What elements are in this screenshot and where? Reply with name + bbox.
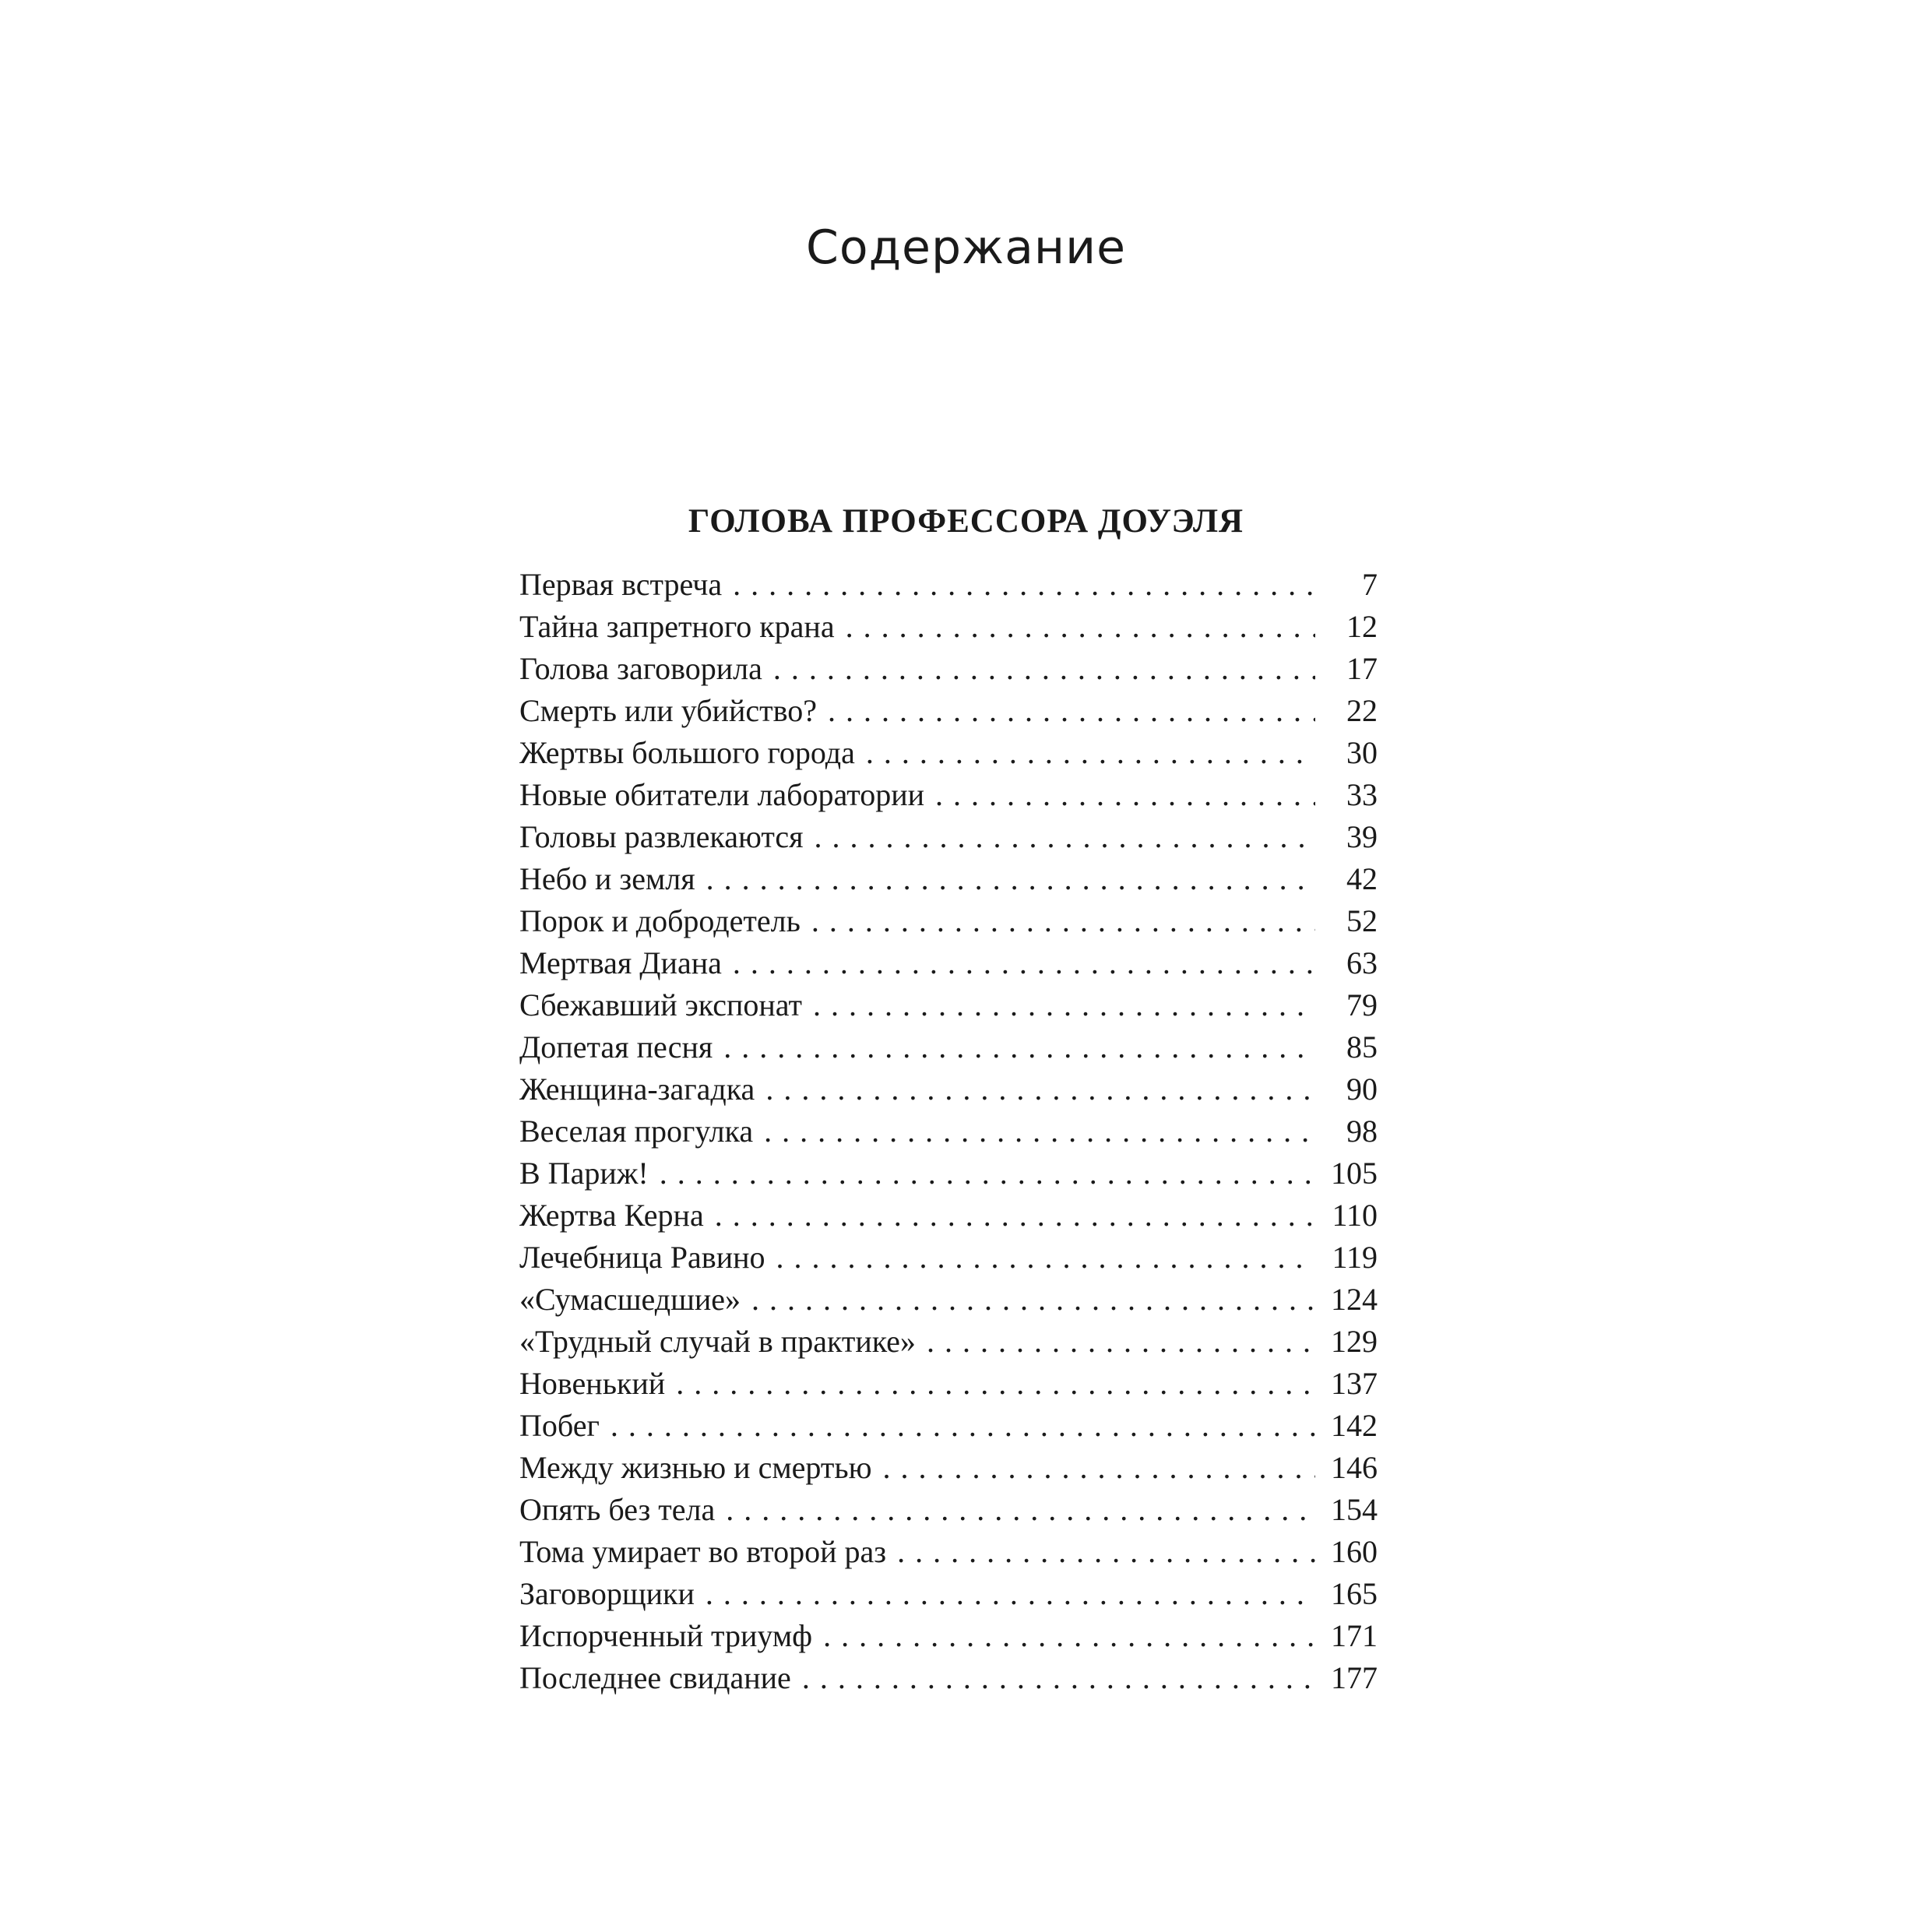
toc-entry[interactable] (519, 564, 1378, 606)
toc-entry[interactable] (519, 858, 1378, 900)
toc-entry[interactable] (519, 1279, 1378, 1321)
dot-leader (813, 984, 1315, 1026)
toc-entry-title: Жертвы большого города (519, 735, 855, 770)
toc-entry[interactable] (519, 1489, 1378, 1531)
dot-leader (715, 1195, 1315, 1237)
toc-entry-page-number: 160 (1331, 1534, 1378, 1569)
toc-entry-page-number: 124 (1331, 1282, 1378, 1317)
toc-entry-page-number: 39 (1346, 819, 1378, 854)
toc-entry-title: Сбежавший экспонат (519, 987, 803, 1022)
toc-entry-title: Заговорщики (519, 1576, 695, 1611)
toc-entry-page-number: 98 (1346, 1114, 1378, 1149)
dot-leader (897, 1531, 1315, 1573)
toc-entry-page-number: 119 (1332, 1240, 1378, 1275)
dot-leader (676, 1363, 1315, 1405)
toc-entry-title: «Трудный случай в практике» (519, 1324, 916, 1359)
dot-leader (773, 648, 1315, 690)
page-title: Содержание (805, 220, 1127, 275)
toc-entry[interactable] (519, 1321, 1378, 1363)
toc-entry-page-number: 85 (1346, 1029, 1378, 1065)
toc-entry-title: Смерть или убийство? (519, 693, 817, 728)
toc-entry[interactable] (519, 1195, 1378, 1237)
toc-entry-title: Веселая прогулка (519, 1114, 754, 1149)
toc-entry[interactable] (519, 1026, 1378, 1068)
toc-entry-page-number: 165 (1331, 1576, 1378, 1611)
toc-entry-page-number: 79 (1346, 987, 1378, 1022)
toc-entry[interactable] (519, 1615, 1378, 1657)
toc-entry-page-number: 177 (1331, 1660, 1378, 1695)
toc-entry[interactable] (519, 648, 1378, 690)
dot-leader (815, 816, 1316, 858)
dot-leader (751, 1279, 1315, 1321)
dot-leader (726, 1489, 1315, 1531)
toc-entry-title: Последнее свидание (519, 1660, 791, 1695)
toc-entry-title: Опять без тела (519, 1492, 716, 1527)
dot-leader (706, 1573, 1315, 1615)
dot-leader (733, 942, 1315, 984)
toc-entry-page-number: 63 (1346, 945, 1378, 980)
dot-leader (823, 1615, 1315, 1657)
toc-entry-title: Новенький (519, 1366, 666, 1401)
toc-entry-page-number: 146 (1331, 1450, 1378, 1485)
toc-entry-page-number: 129 (1331, 1324, 1378, 1359)
toc-entry-title: Между жизнью и смертью (519, 1450, 872, 1485)
toc-entry[interactable] (519, 1363, 1378, 1405)
toc-entry[interactable] (519, 774, 1378, 816)
toc-entry-title: Жертва Керна (519, 1198, 704, 1233)
toc-entry[interactable] (519, 1657, 1378, 1699)
toc-entry-title: Головы развлекаются (519, 819, 804, 854)
toc-entry-page-number: 110 (1332, 1198, 1378, 1233)
toc-entry[interactable] (519, 732, 1378, 774)
toc-entry-title: Женщина-загадка (519, 1072, 755, 1107)
toc-entry-title: Тома умирает во второй раз (519, 1534, 887, 1569)
toc-entry[interactable] (519, 1153, 1378, 1195)
toc-entry[interactable] (519, 1531, 1378, 1573)
toc-entry-page-number: 154 (1331, 1492, 1378, 1527)
section-heading: ГОЛОВА ПРОФЕССОРА ДОУЭЛЯ (688, 503, 1244, 540)
dot-leader (706, 858, 1315, 900)
toc-entry-title: Небо и земля (519, 861, 695, 896)
toc-entry[interactable] (519, 1447, 1378, 1489)
dot-leader (611, 1405, 1315, 1447)
toc-entry-title: «Сумасшедшие» (519, 1282, 741, 1317)
toc-entry[interactable] (519, 1573, 1378, 1615)
dot-leader (802, 1657, 1315, 1699)
table-of-contents (519, 564, 1378, 1699)
toc-entry[interactable] (519, 1068, 1378, 1110)
toc-entry-page-number: 52 (1346, 903, 1378, 938)
toc-entry[interactable] (519, 690, 1378, 732)
toc-entry-page-number: 22 (1346, 693, 1378, 728)
toc-entry[interactable] (519, 816, 1378, 858)
dot-leader (776, 1237, 1315, 1279)
dot-leader (927, 1321, 1315, 1363)
toc-entry[interactable] (519, 1237, 1378, 1279)
toc-entry-page-number: 12 (1346, 609, 1378, 644)
toc-entry-title: В Париж! (519, 1156, 649, 1191)
dot-leader (811, 900, 1315, 942)
toc-entry[interactable] (519, 942, 1378, 984)
dot-leader (935, 774, 1315, 816)
toc-entry[interactable] (519, 984, 1378, 1026)
dot-leader (723, 1026, 1315, 1068)
dot-leader (764, 1110, 1315, 1153)
dot-leader (765, 1068, 1315, 1110)
toc-entry[interactable] (519, 1405, 1378, 1447)
dot-leader (866, 732, 1315, 774)
toc-entry-page-number: 7 (1362, 567, 1378, 602)
toc-entry-page-number: 33 (1346, 777, 1378, 812)
toc-entry-page-number: 42 (1346, 861, 1378, 896)
toc-entry-title: Испорченный триумф (519, 1618, 813, 1653)
toc-entry[interactable] (519, 900, 1378, 942)
toc-entry-page-number: 30 (1346, 735, 1378, 770)
toc-entry-title: Побег (519, 1408, 600, 1443)
toc-entry-page-number: 90 (1346, 1072, 1378, 1107)
dot-leader (733, 564, 1315, 606)
toc-entry-page-number: 171 (1331, 1618, 1378, 1653)
toc-entry-title: Новые обитатели лаборатории (519, 777, 924, 812)
toc-entry-title: Тайна запретного крана (519, 609, 835, 644)
dot-leader (660, 1153, 1315, 1195)
toc-entry-page-number: 142 (1331, 1408, 1378, 1443)
toc-entry[interactable] (519, 606, 1378, 648)
toc-entry-title: Голова заговорила (519, 651, 762, 686)
toc-entry[interactable] (519, 1110, 1378, 1153)
toc-entry-page-number: 17 (1346, 651, 1378, 686)
toc-entry-title: Порок и добродетель (519, 903, 801, 938)
dot-leader (882, 1447, 1315, 1489)
dot-leader (846, 606, 1315, 648)
toc-entry-title: Мертвая Диана (519, 945, 722, 980)
toc-entry-page-number: 137 (1331, 1366, 1378, 1401)
toc-entry-page-number: 105 (1331, 1156, 1378, 1191)
toc-entry-title: Первая встреча (519, 567, 723, 602)
toc-entry-title: Допетая песня (519, 1029, 713, 1065)
toc-entry-title: Лечебница Равино (519, 1240, 765, 1275)
dot-leader (828, 690, 1315, 732)
